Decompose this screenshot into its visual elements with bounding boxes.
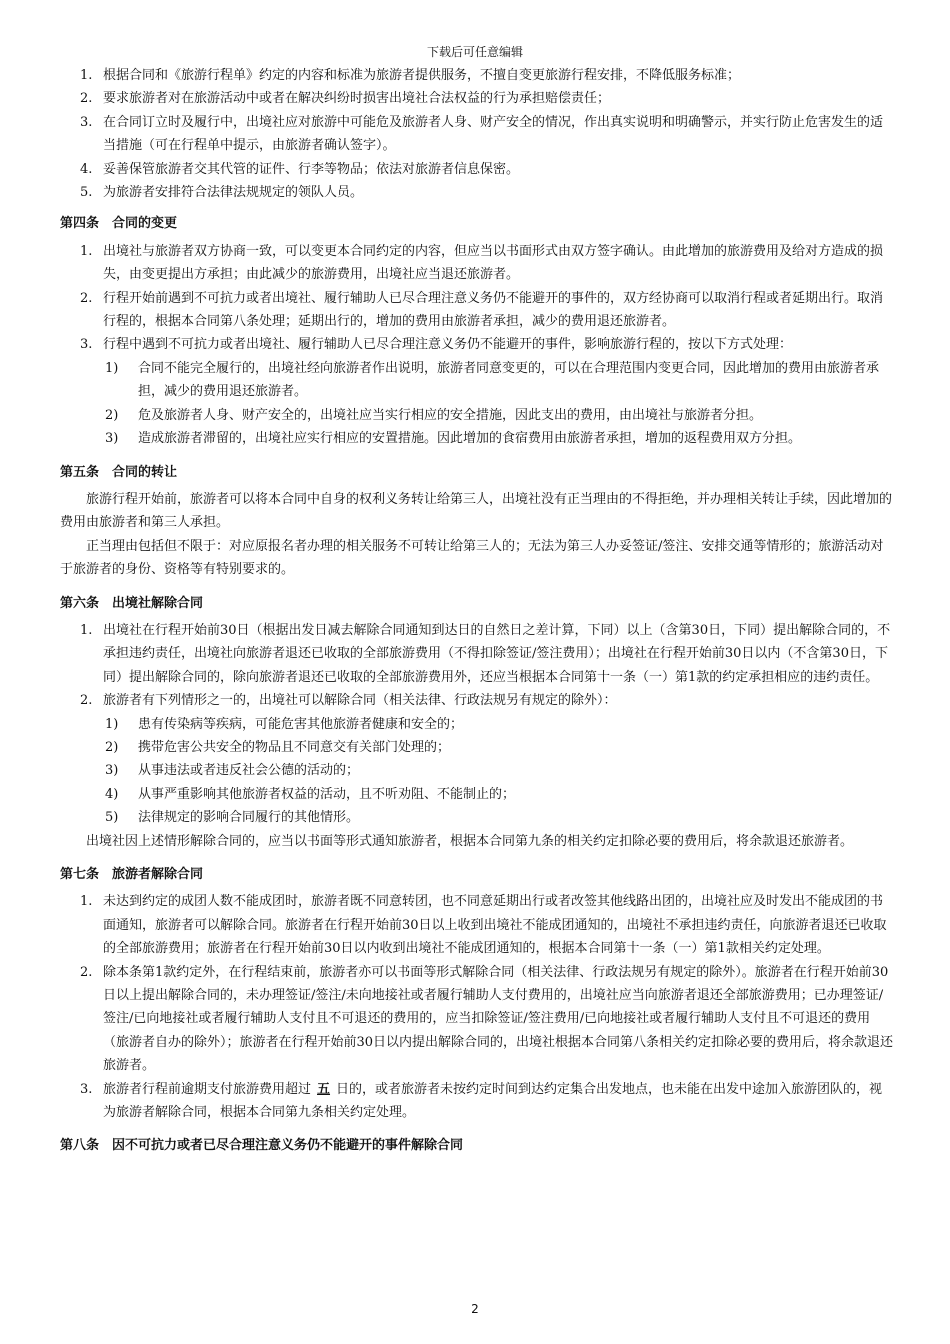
paragraph: 出境社因上述情形解除合同的，应当以书面等形式通知旅游者，根据本合同第九条的相关约定扣除必要的费用后，将余款退还旅游者。 bbox=[86, 833, 854, 849]
sub-list-item: 5) 法律规定的影响合同履行的其他情形。 bbox=[105, 810, 360, 826]
list-item: 2. 除本条第1款约定外，在行程结束前，旅游者亦可以书面等形式解除合同（相关法律、行政法规另有规定的除外）。旅游者在行程开始前30日以上提出解除合同的，未办理签证/签注/未向地接社或者履行辅助人支付费用的，出境社应当向旅游者退还全部旅游费用；已办理签证/签注/已向地接社或者履行辅助人支付且不可退还的费用的，应当扣除签证/签注费用/已向地接社或者履行辅助人支付且不可退还的费用（旅游者自办的除外）；旅游者在行程开始前30日以内提出解除合同的，出境社根据本合同第八条相关约定扣除必要的费用后，将余款退还旅游者。 bbox=[80, 964, 894, 1074]
section-heading: 第八条 因不可抗力或者已尽合理注意义务仍不能避开的事件解除合同 bbox=[60, 1138, 464, 1154]
sub-list-item: 1) 患有传染病等疾病，可能危害其他旅游者健康和安全的； bbox=[105, 716, 464, 732]
list-item: 2. 旅游者有下列情形之一的，出境社可以解除合同（相关法律、行政法规另有规定的除外）： bbox=[80, 693, 617, 709]
list-item: 1. 未达到约定的成团人数不能成团时，旅游者既不同意转团，也不同意延期出行或者改签其他线路出团的，出境社应及时发出不能成团的书面通知，旅游者可以解除合同。旅游者在行程开始前30日以上收到出境社不能成团通知的，出境社不承担违约责任，向旅游者退还已收取的全部旅游费用；旅游者在行程开始前30日以内收到出境社不能成团通知的，根据本合同第十一条（一）第1款相关约定处理。 bbox=[80, 894, 887, 957]
list-item: 4. 妥善保管旅游者交其代管的证件、行李等物品；依法对旅游者信息保密。 bbox=[80, 161, 520, 177]
paragraph: 正当理由包括但不限于：对应原报名者办理的相关服务不可转让给第三人的；无法为第三人办妥签证/签注、安排交通等情形的；旅游活动对于旅游者的身份、资格等有特别要求的。 bbox=[60, 538, 884, 578]
sub-list-item: 1) 合同不能完全履行的，出境社经向旅游者作出说明，旅游者同意变更的，可以在合理范围内变更合同，因此增加的费用由旅游者承担，减少的费用退还旅游者。 bbox=[105, 360, 880, 400]
list-item: 3. 行程中遇到不可抗力或者出境社、履行辅助人已尽合理注意义务仍不能避开的事件，影响旅游行程的，按以下方式处理： bbox=[80, 337, 793, 353]
list-item: 2. 要求旅游者对在旅游活动中或者在解决纠纷时损害出境社合法权益的行为承担赔偿责任； bbox=[80, 91, 611, 107]
section-heading: 第五条 合同的转让 bbox=[60, 464, 178, 480]
section-heading: 第七条 旅游者解除合同 bbox=[60, 867, 204, 882]
sub-list-item: 2) 携带危害公共安全的物品且不同意交有关部门处理的； bbox=[105, 739, 451, 755]
sub-list-item: 4) 从事严重影响其他旅游者权益的活动，且不听劝阻、不能制止的； bbox=[105, 786, 516, 802]
paragraph: 旅游行程开始前，旅游者可以将本合同中自身的权利义务转让给第三人，出境社没有正当理由的不得拒绝，并办理相关转让手续，因此增加的费用由旅游者和第三人承担。 bbox=[60, 491, 893, 531]
sub-list-item: 3) 从事违法或者违反社会公德的活动的； bbox=[105, 763, 360, 779]
list-item: 1. 出境社与旅游者双方协商一致，可以变更本合同约定的内容，但应当以书面形式由双方签字确认。由此增加的旅游费用及给对方造成的损失，由变更提出方承担；由此减少的旅游费用，出境社应当退还旅游者。 bbox=[80, 243, 884, 283]
section-3-list bbox=[60, 64, 895, 204]
section-heading: 第四条 合同的变更 bbox=[60, 216, 178, 232]
list-item: 1. 根据合同和《旅游行程单》约定的内容和标准为旅游者提供服务，不擅自变更旅游行程安排，不降低服务标准； bbox=[80, 68, 741, 83]
document-body bbox=[60, 64, 895, 1162]
list-item: 5. 为旅游者安排符合法律法规规定的领队人员。 bbox=[80, 185, 364, 201]
section-heading: 第六条 出境社解除合同 bbox=[60, 595, 204, 611]
overdue-days-field: 五 bbox=[317, 1081, 331, 1097]
page-number: 2 bbox=[471, 1302, 479, 1316]
list-item: 3. 旅游者行程前逾期支付旅游费用超过 五 日的，或者旅游者未按约定时间到达约定集合出发地点，也未能在出发中途加入旅游团队的，视为旅游者解除合同，根据本合同第九条相关约定处理。 bbox=[80, 1081, 883, 1121]
list-item: 1. 出境社在行程开始前30日（根据出发日减去解除合同通知到达日的自然日之差计算，下同）以上（含第30日，下同）提出解除合同的，不承担违约责任，出境社向旅游者退还已收取的全部旅游费用（不得扣除签证/签注费用）；出境社在行程开始前30日以内（不含第30日，下同）提出解除合同的，除向旅游者退还已收取的全部旅游费用外，还应当根据本合同第十一条（一）第1款的约定承担相应的违约责任。 bbox=[80, 622, 891, 685]
list-item: 2. 行程开始前遇到不可抗力或者出境社、履行辅助人已尽合理注意义务仍不能避开的事件的，双方经协商可以取消行程或者延期出行。取消行程的，根据本合同第八条处理；延期出行的，增加的费用由旅游者承担，减少的费用退还旅游者。 bbox=[80, 290, 884, 330]
sub-list-item: 3) 造成旅游者滞留的，出境社应实行相应的安置措施。因此增加的食宿费用由旅游者承担，增加的返程费用双方分担。 bbox=[105, 431, 802, 447]
page-header: 下载后可任意编辑 bbox=[426, 45, 523, 59]
sub-list-item: 2) 危及旅游者人身、财产安全的，出境社应当实行相应的安全措施，因此支出的费用，由出境社与旅游者分担。 bbox=[105, 407, 763, 423]
list-item: 3. 在合同订立时及履行中，出境社应对旅游中可能危及旅游者人身、财产安全的情况，作出真实说明和明确警示，并实行防止危害发生的适当措施（可在行程单中提示，由旅游者确认签字）。 bbox=[80, 114, 884, 154]
